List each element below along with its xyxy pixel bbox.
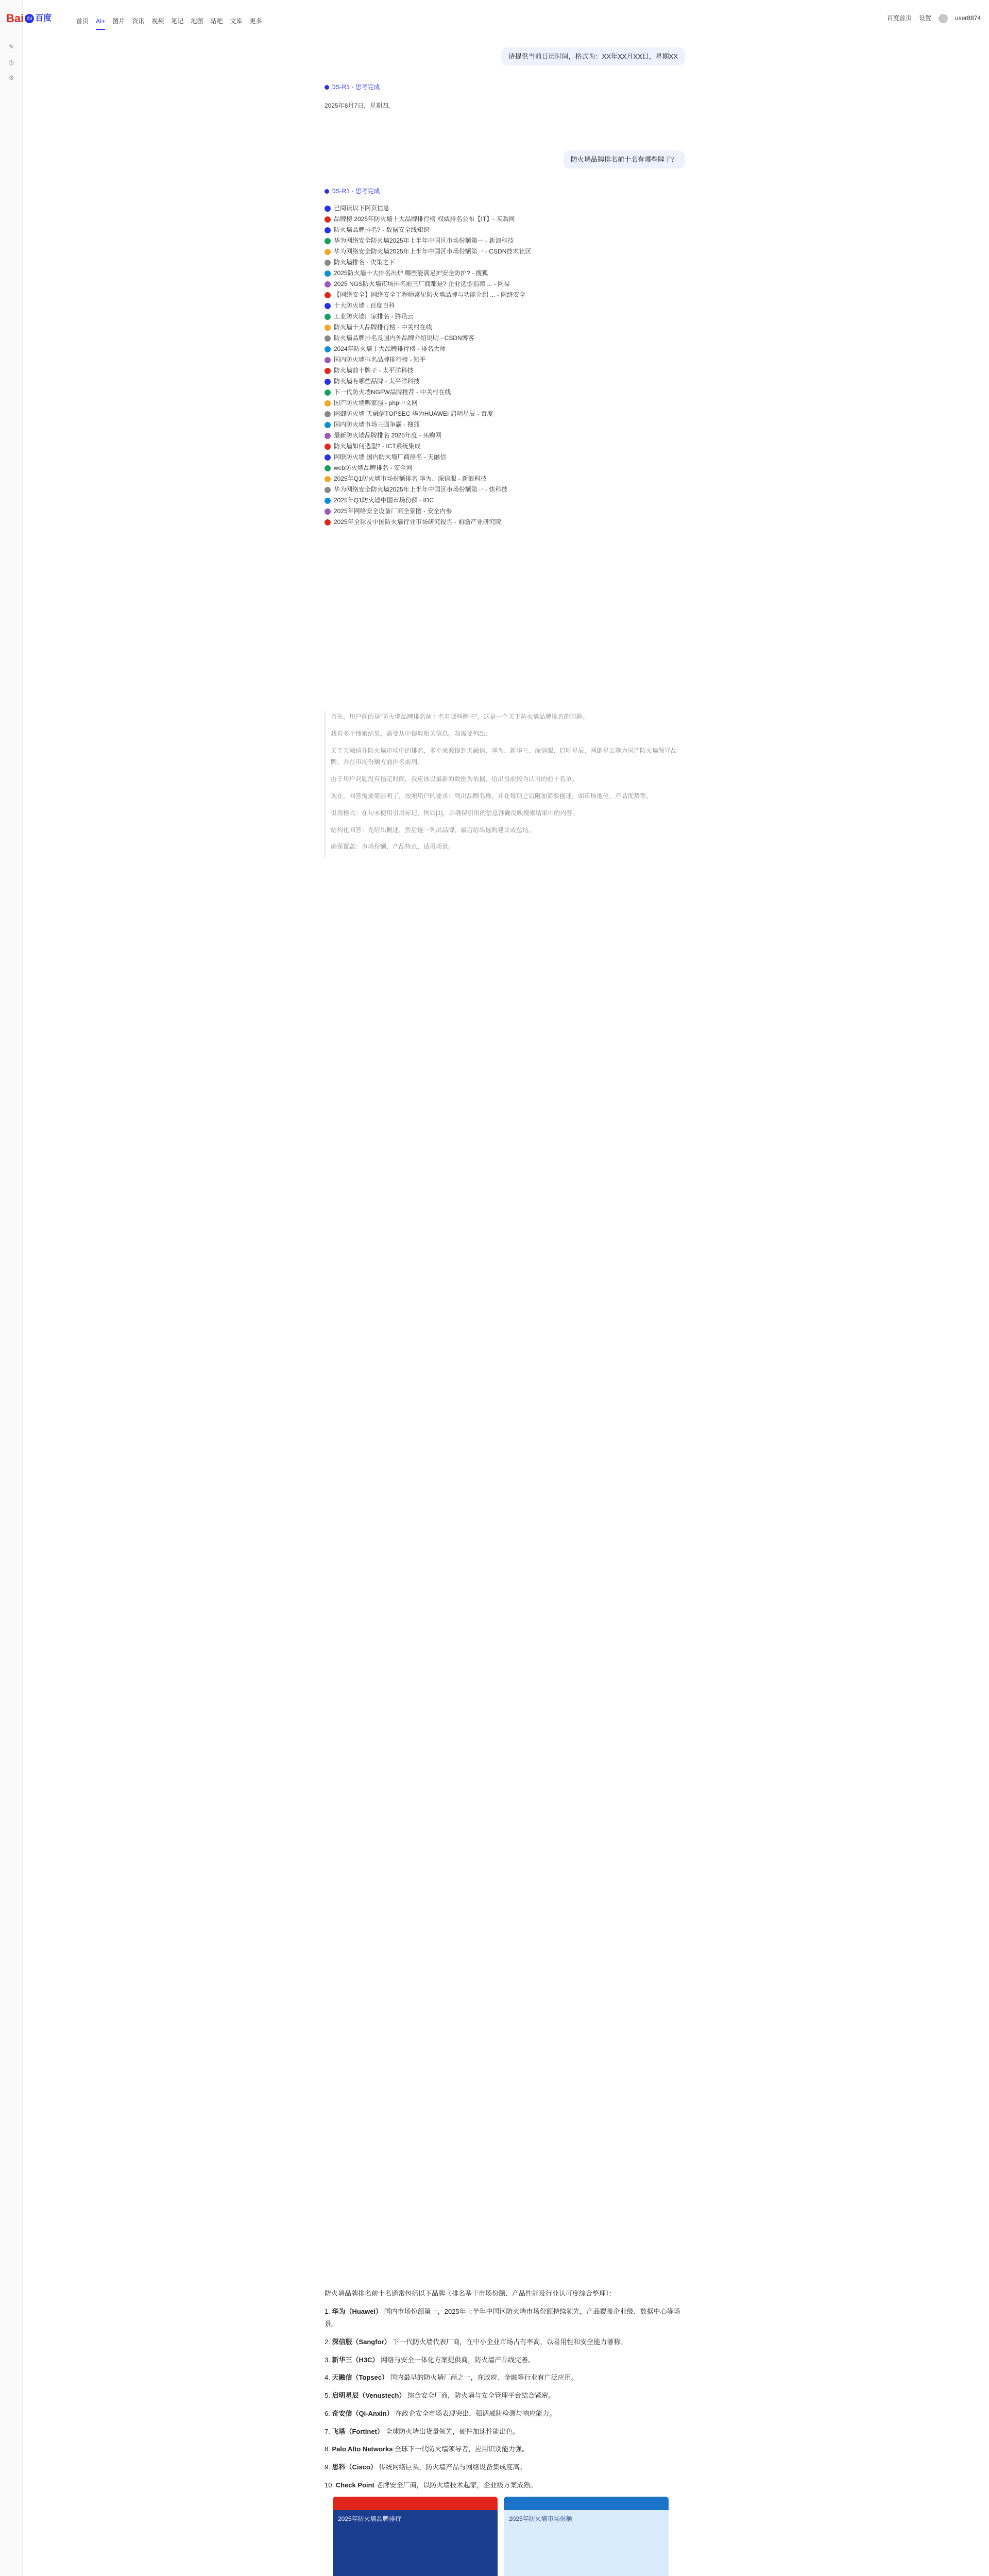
brand-index: 2. [325, 2338, 332, 2346]
brand-index: 4. [325, 2374, 332, 2382]
sources-header: 已阅读以下网页信息 [325, 203, 685, 214]
search-icon [325, 206, 331, 212]
history-icon[interactable]: ◷ [8, 59, 14, 66]
brand-desc: 全球防火墙出货量领先，硬件加速性能出色。 [385, 2427, 520, 2435]
brand-desc: 国内市场份额第一，2025年上半年中国区防火墙市场份额持续领先，产品覆盖企业级、数据中心等场景。 [325, 2307, 680, 2328]
brand-item [325, 2461, 685, 2474]
brand-name: Palo Alto Networks [332, 2445, 393, 2453]
brand-item [325, 2336, 685, 2349]
source-title: 华为网络安全防火墙2025年上半年中国区市场份额第一 - CSDN技术社区 [334, 247, 532, 255]
brand-index: 7. [325, 2427, 332, 2435]
source-title: 防火墙排名 - 决策之下 [334, 258, 395, 266]
settings-link[interactable]: 设置 [918, 14, 931, 22]
user-question-1: 请提供当前日历时间，格式为：XX年XX月XX日，星期XX [501, 47, 685, 65]
favicon-icon [325, 238, 331, 244]
brand-name: 天融信（Topsec） [332, 2374, 389, 2382]
favicon-icon [325, 303, 331, 309]
brand-name: 深信服（Sangfor） [332, 2338, 391, 2346]
tab-home[interactable]: 首页 [76, 18, 89, 25]
brand-item [325, 2426, 685, 2438]
source-item[interactable] [325, 419, 685, 430]
favicon-icon [325, 216, 331, 223]
favicon-icon [325, 292, 331, 298]
baidu-logo[interactable] [6, 9, 52, 28]
source-title: 防火墙前十牌子 - 太平洋科技 [334, 366, 414, 374]
source-item[interactable] [325, 376, 685, 387]
source-item[interactable] [325, 495, 685, 506]
tab-video[interactable]: 视频 [151, 18, 164, 25]
source-item[interactable] [325, 484, 685, 495]
user-question-2: 防火墙品牌排名前十名有哪些牌子？ [564, 150, 685, 168]
think-para: 关于天融信在防火墙市场中的排名，多个来源提到天融信、华为、新华三、深信服、启明星辰、网御星云等为国产防火墙领导品牌，并在市场份额方面排名前列。 [331, 747, 677, 766]
favicon-icon [325, 281, 331, 287]
source-item[interactable] [325, 506, 685, 517]
source-title: 2025年网络安全设备厂商全景图 - 安全内参 [334, 507, 452, 515]
brand-name: 思科（Cisco） [332, 2463, 377, 2471]
answer-intro: 防火墙品牌排名前十名通常包括以下品牌（排名基于市场份额、产品性能及行业认可度综合整理）： [325, 2290, 616, 2297]
think-para: 现在，回答需要简洁明了，按照用户的要求：列出品牌名称，并在每项之后附加简要描述，如市场地位、产品优势等。 [331, 792, 653, 800]
source-title: 华为网络安全防火墙2025年上半年中国区市场份额第一 - 新浪科技 [334, 236, 514, 244]
nav-tabs [76, 16, 262, 30]
brand-name: 华为（Huawei） [332, 2307, 382, 2315]
source-item[interactable] [325, 398, 685, 409]
brand-item [325, 2443, 685, 2456]
source-item[interactable] [325, 517, 685, 528]
source-title: 国内防火墙市场三强争霸 - 搜狐 [334, 420, 420, 428]
brand-name: 飞塔（Fortinet） [332, 2427, 384, 2435]
brand-index: 5. [325, 2392, 332, 2400]
logo-text: Bai [6, 12, 24, 25]
favicon-icon [325, 422, 331, 428]
source-item[interactable] [325, 463, 685, 473]
market-share-image[interactable] [504, 2497, 669, 2576]
favicon-icon [325, 465, 331, 471]
source-title: 防火墙如何选型? - ICT系统集成 [334, 442, 421, 450]
brand-name: 新华三（H3C） [332, 2355, 379, 2364]
answer-1: 2025年8月7日，星期四。 [325, 102, 395, 109]
source-title: 2025年Q1防火墙市场份额排名 华为、深信服 - 新浪科技 [334, 474, 487, 482]
favicon-icon [325, 411, 331, 417]
source-title: 国产防火墙哪家强 - php中文网 [334, 399, 418, 406]
source-item[interactable] [325, 279, 685, 290]
source-item[interactable] [325, 300, 685, 311]
brand-desc: 网络与安全一体化方案提供商，防火墙产品线完善。 [381, 2355, 535, 2364]
brand-desc: 老牌安全厂商，以防火墙技术起家，企业级方案成熟。 [376, 2481, 537, 2489]
brand-index: 9. [325, 2463, 332, 2471]
brand-index: 1. [325, 2307, 332, 2315]
source-item[interactable] [325, 409, 685, 419]
final-answer [325, 2287, 685, 2576]
source-item[interactable] [325, 257, 685, 268]
brand-desc: 全球下一代防火墙领导者，应用识别能力强。 [395, 2445, 529, 2453]
source-title: 工业防火墙厂家排名 - 腾讯云 [334, 312, 414, 320]
favicon-icon [325, 389, 331, 396]
source-item[interactable] [325, 354, 685, 365]
brand-desc: 综合安全厂商，防火墙与安全管理平台结合紧密。 [407, 2392, 555, 2400]
brand-name: 奇安信（Qi-Anxin） [332, 2409, 394, 2417]
source-item[interactable] [325, 387, 685, 398]
brand-index: 3. [325, 2355, 332, 2364]
model-label: DS-R1 · 思考完成 [331, 188, 380, 195]
answer-images [333, 2497, 685, 2576]
source-item[interactable] [325, 441, 685, 452]
source-title: 【网络安全】网络安全工程师常见防火墙品牌与功能介绍 ... - 网络安全 [334, 291, 526, 298]
tab-ai[interactable]: AI+ [96, 16, 105, 30]
think-para: 引用格式：在句末使用引用标记，例如[1]，并确保引用的信息准确反映搜索结果中的内容。 [331, 809, 579, 817]
tab-tieba[interactable]: 贴吧 [210, 18, 223, 25]
source-title: 2025年Q1防火墙中国市场份额 - IDC [334, 496, 434, 504]
source-title: web防火墙品牌排名 - 安全网 [334, 464, 413, 471]
logo-text-cn: 百度 [35, 13, 52, 23]
brand-index: 6. [325, 2409, 332, 2417]
source-item[interactable] [325, 430, 685, 441]
source-item[interactable] [325, 473, 685, 484]
source-title: 国内防火墙排名品牌排行榜 - 知乎 [334, 355, 426, 363]
favicon-icon [325, 335, 331, 342]
source-item[interactable] [325, 344, 685, 354]
source-item[interactable] [325, 290, 685, 300]
brand-desc: 传统网络巨头，防火墙产品与网络设备集成度高。 [379, 2463, 526, 2471]
brand-item [325, 2354, 685, 2367]
top-right [887, 13, 981, 24]
favicon-icon [325, 444, 331, 450]
favicon-icon [325, 519, 331, 526]
image-caption: 2025年防火墙品牌排行 [338, 2515, 401, 2523]
brand-desc: 在政企安全市场表现突出，强调威胁检测与响应能力。 [395, 2409, 556, 2417]
source-item[interactable] [325, 268, 685, 279]
favicon-icon [325, 227, 331, 233]
left-rail [0, 0, 23, 2576]
source-item[interactable] [325, 365, 685, 376]
source-title: 防火墙品牌排名及国内外品牌介绍说明 - CSDN博客 [334, 334, 474, 342]
top-bar [0, 0, 989, 33]
avatar[interactable] [939, 14, 948, 23]
brand-item [325, 2371, 685, 2384]
source-title: 十大防火墙 - 百度百科 [334, 301, 395, 309]
source-item[interactable] [325, 311, 685, 322]
paw-icon: du [25, 14, 34, 23]
source-list [325, 203, 685, 528]
ranking-image[interactable] [333, 2497, 498, 2576]
think-para: 确保覆盖：市场份额、产品特点、适用场景。 [331, 843, 455, 851]
favicon-icon [325, 476, 331, 482]
think-para: 我有多个搜索结果，需要从中提取相关信息。我需要列出： [331, 730, 492, 737]
think-para: 结构化回答：先给出概述，然后逐一列出品牌，最后给出选购建议或总结。 [331, 826, 535, 834]
brand-item [325, 2389, 685, 2402]
favicon-icon [325, 498, 331, 504]
favicon-icon [325, 379, 331, 385]
source-title: 2024年防火墙十大品牌排行榜 - 排名大师 [334, 345, 446, 352]
favicon-icon [325, 325, 331, 331]
tab-maps[interactable]: 地图 [191, 18, 203, 25]
source-item[interactable] [325, 225, 685, 235]
source-title: 华为网络安全防火墙2025年上半年中国区市场份额第一 - 快科技 [334, 485, 508, 493]
brand-desc: 下一代防火墙代表厂商，在中小企业市场占有率高，以易用性和安全能力著称。 [393, 2338, 627, 2346]
source-item[interactable] [325, 322, 685, 333]
source-item[interactable] [325, 452, 685, 463]
source-title: 最新防火墙品牌排名 2025年度 - 买购网 [334, 431, 441, 439]
source-title: 网御防火墙 天融信TOPSEC 华为HUAWEI 启明星辰 - 百度 [334, 410, 493, 417]
favicon-icon [325, 249, 331, 255]
favicon-icon [325, 509, 331, 515]
source-title: 2025年全球及中国防火墙行业市场研究报告 - 前瞻产业研究院 [334, 518, 502, 526]
favicon-icon [325, 260, 331, 266]
tab-wenku[interactable]: 文库 [230, 18, 243, 25]
tab-news[interactable]: 资讯 [132, 18, 145, 25]
brand-name: 启明星辰（Venustech） [332, 2392, 406, 2400]
brand-index: 8. [325, 2445, 332, 2453]
source-title: 网联防火墙 国内防火墙厂商排名 - 天融信 [334, 453, 446, 461]
favicon-icon [325, 314, 331, 320]
source-title: 品牌榜 2025年防火墙十大品牌排行榜 权威排名公布【IT】- 买购网 [334, 215, 515, 223]
tab-images[interactable]: 图片 [112, 18, 125, 25]
brand-name: Check Point [335, 2481, 374, 2489]
favicon-icon [325, 368, 331, 374]
brand-item [325, 2479, 685, 2492]
brand-item [325, 2306, 685, 2331]
favicon-icon [325, 454, 331, 461]
source-title: 防火墙品牌排名? - 数据安全线知识 [334, 226, 430, 233]
favicon-icon [325, 400, 331, 406]
model-label: DS-R1 · 思考完成 [331, 83, 380, 91]
image-caption: 2025年防火墙市场份额 [509, 2515, 572, 2523]
source-title: 下一代防火墙NGFW品牌推荐 - 中关村在线 [334, 388, 451, 396]
favicon-icon [325, 270, 331, 277]
model-status-2[interactable] [325, 187, 380, 197]
baidu-home-link[interactable]: 百度首页 [886, 14, 912, 22]
favicon-icon [325, 357, 331, 363]
tab-notes[interactable]: 笔记 [171, 18, 184, 25]
source-title: 防火墙有哪些品牌 - 太平洋科技 [334, 377, 420, 385]
source-title: 2025 NGS防火墙市场排名前三厂商都是? 企业选型指南 ... - 网易 [334, 280, 510, 287]
think-para: 首先，用户问的是"防火墙品牌排名前十名有哪些牌子"。这是一个关于防火墙品牌排名的问题。 [331, 713, 589, 720]
source-title: 2025防火墙十大排名出炉 哪些能满足护安全防护? - 搜狐 [334, 269, 488, 277]
source-item[interactable] [325, 333, 685, 344]
settings-icon[interactable]: ⚙ [8, 74, 14, 81]
source-item[interactable] [325, 235, 685, 246]
thinking-process [325, 711, 685, 858]
new-chat-icon[interactable]: ✎ [8, 43, 14, 50]
favicon-icon [325, 487, 331, 493]
username[interactable]: user8874 [954, 14, 981, 22]
tab-more[interactable]: 更多 [249, 18, 262, 25]
brand-index: 10. [325, 2481, 336, 2489]
brand-item [325, 2408, 685, 2420]
source-item[interactable] [325, 246, 685, 257]
brand-desc: 国内最早的防火墙厂商之一，在政府、金融等行业有广泛应用。 [390, 2374, 578, 2382]
favicon-icon [325, 346, 331, 352]
think-para: 由于用户问题没有指定时间，我应该以最新的数据为依据，给出当前较为认可的前十名单。 [331, 775, 578, 783]
favicon-icon [325, 433, 331, 439]
source-item[interactable] [325, 214, 685, 225]
model-icon [325, 85, 329, 90]
source-title: 防火墙十大品牌排行榜 - 中关村在线 [334, 323, 432, 331]
model-icon [325, 189, 329, 194]
model-status[interactable] [325, 82, 380, 93]
